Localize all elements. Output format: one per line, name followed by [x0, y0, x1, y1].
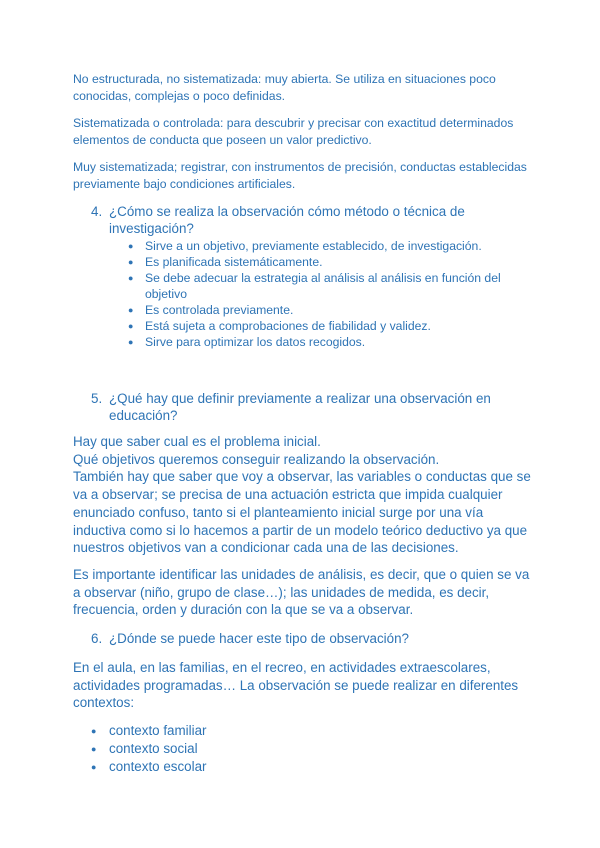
- paragraph-variables: También hay que saber que voy a observar, las variables o conductas que se va a observar; se precisa de una actuación estricta que impida cualquier enunciado confuso, tanto si el planteamiento inicial surge por una vía inductiva como si lo hacemos a partir de un modelo teórico deductivo ya que nuestros objetivos van a condicionar cada una de las decisiones.: [73, 469, 531, 556]
- paragraph-unidades-analisis: Es importante identificar las unidades de análisis, es decir, que o quien se va a observar (niño, grupo de clase…); las unidades de medida, es decir, frecuencia, orden y duración con la que se va a observar.: [73, 567, 530, 618]
- list-item: ● contexto social: [91, 740, 471, 758]
- list-item: ● contexto familiar: [91, 722, 471, 740]
- question-4-bullet-list: [128, 238, 508, 350]
- list-item: ● Es controlada previamente.: [128, 302, 508, 318]
- list-item: ● Sirve para optimizar los datos recogidos.: [128, 334, 508, 350]
- list-item: ● Se debe adecuar la estrategia al análisis al análisis en función del objetivo: [128, 270, 508, 302]
- question-4-text: ¿Cómo se realiza la observación cómo método o técnica de investigación?: [109, 204, 465, 236]
- contexts-bullet-list: [91, 722, 471, 776]
- list-item: ● Es planificada sistemáticamente.: [128, 254, 508, 270]
- paragraph-muy-sistematizada: Muy sistematizada; registrar, con instrumentos de precisión, conductas establecidas previamente bajo condiciones artificiales.: [73, 160, 527, 191]
- question-6-number: 6.: [91, 631, 103, 646]
- question-5-number: 5.: [91, 391, 103, 406]
- list-item: ● Está sujeta a comprobaciones de fiabilidad y validez.: [128, 318, 508, 334]
- question-4-number: 4.: [91, 204, 103, 219]
- paragraph-donde: En el aula, en las familias, en el recreo, en actividades extraescolares, actividades programadas… La observación se puede realizar en diferentes contextos:: [73, 660, 519, 711]
- paragraph-problema-inicial: Hay que saber cual es el problema inicial.: [73, 434, 321, 449]
- question-6-text: ¿Dónde se puede hacer este tipo de observación?: [109, 631, 410, 646]
- paragraph-objetivos: Qué objetivos queremos conseguir realizando la observación.: [73, 451, 440, 467]
- list-item: ● contexto escolar: [91, 758, 471, 776]
- list-item: ● Sirve a un objetivo, previamente establecido, de investigación.: [128, 238, 508, 254]
- paragraph-sistematizada: Sistematizada o controlada: para descubrir y precisar con exactitud determinados elementos de conducta que poseen un valor predictivo.: [73, 116, 514, 147]
- question-5-text: ¿Qué hay que definir previamente a realizar una observación en educación?: [109, 391, 491, 423]
- paragraph-no-estructurada: No estructurada, no sistematizada: muy abierta. Se utiliza en situaciones poco conocidas, complejas o poco definidas.: [73, 72, 496, 103]
